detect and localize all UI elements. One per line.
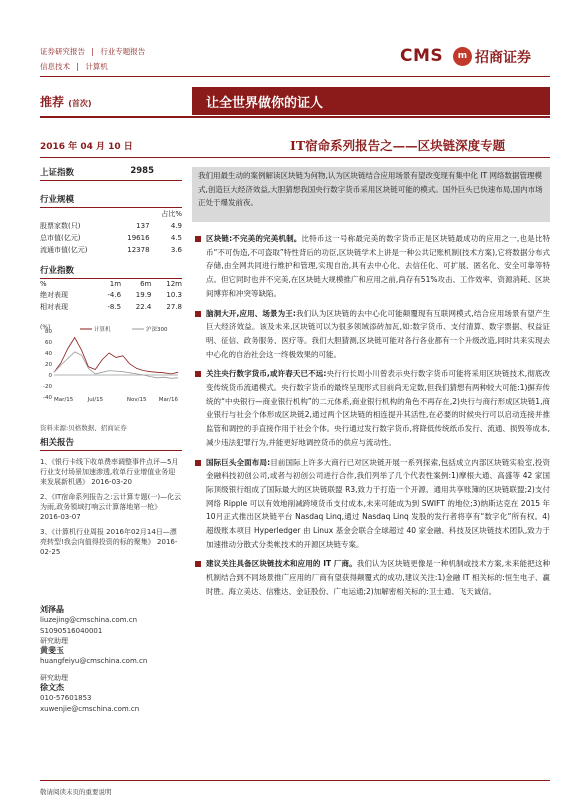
scale-table: [40, 208, 182, 256]
paragraph-lead: 关注央行数字货币,或许春天已不远:: [206, 369, 327, 379]
table-cell: 3.6: [170, 246, 182, 254]
author-email[interactable]: xuwenjie@cmschina.com.cn: [40, 704, 140, 713]
nav-link-computer[interactable]: 计算机: [85, 62, 108, 71]
table-cell: 4.5: [170, 234, 182, 242]
paragraph-text: 目前国际上许多大商行已对区块链开展一系列探索,包括成立内部区块链实验室,投资金融科技初创公司,或者与初创公司进行合作,我们列举了几个代表性案例:1)摩根大通、高盛等 42 家国际顶级银行组成了国际最大的区块链联盟 R3,致力于打造一个开源、通用共享账簿的区块链联盟;2)支付网络 Ripple 可以有效地削减跨境货币支付成本,未来可能成为到 SWIFT 的地位;3)纳斯达克在 2015 年10月正式推出区块链平台 Nasdaq Linq,通过 Nasdaq Linq 发股的发行者将享有“数字化”所有权。4)超级账本项目 Hyperledger 由 Linux 基金会联合全球超过 40 家金融、科技及区块链技术团队,致力于加速推动分散式分类帐技术的开源区块链专案。: [206, 457, 550, 549]
paragraph-text: 我们认为区块链的去中心化可能颠覆现有互联网模式,结合应用场景有望产生巨大经济效益。该及未来,区块链可以为很多领域添砖加瓦,如:数字货币、支付清算、数字票据、权益证明、征信、政务服务、医疗等。我们大胆猜测,区块链可能对各行各业都有一个升级改造,同时共来实现去中心化的自治社会这一终极效果的可能。: [206, 308, 550, 359]
paragraph-lead: 国际巨头全面布局:: [206, 457, 271, 467]
scale-col-header: 占比%: [161, 210, 182, 218]
table-header: %: [40, 280, 47, 288]
table-cell: 绝对表现: [40, 291, 68, 299]
sidebar: [40, 166, 182, 313]
paragraph-lead: 区块链:不完美的完美机制。: [206, 234, 302, 243]
nav-row-2: [40, 59, 149, 74]
table-cell: 股票家数(只): [40, 222, 81, 230]
performance-chart: [40, 323, 182, 407]
nav-sep: |: [91, 47, 94, 56]
author-phone: 010-57601853: [40, 694, 92, 703]
authors: [40, 605, 182, 714]
legend-label: 计算机: [94, 327, 111, 333]
table-header: 1m: [109, 280, 122, 288]
rating-note: (首次): [68, 99, 92, 108]
table-header-row: [40, 279, 182, 289]
author-name: 刘泽晶: [40, 605, 64, 614]
x-tick-label: Mar/15: [54, 397, 74, 403]
body-paragraph: [194, 557, 550, 598]
table-row: [40, 301, 182, 313]
related-report-link[interactable]: [40, 527, 182, 557]
table-row: [40, 232, 182, 244]
index-label: 上证指数: [40, 168, 75, 178]
body-paragraph: [194, 232, 550, 301]
index-table: [40, 279, 182, 313]
index-heading: 行业指数: [40, 264, 182, 279]
series-line-0: [54, 338, 178, 374]
table-cell: -8.5: [107, 303, 122, 311]
author-name: 黄斐玉: [40, 646, 64, 656]
author-email[interactable]: liuzejing@cmschina.com.cn: [40, 616, 138, 625]
author-role: 研究助理: [40, 636, 68, 645]
related-heading: 相关报告: [40, 438, 182, 451]
table-cell: 总市值(亿元): [40, 234, 81, 242]
author-role: 研究助理: [40, 673, 68, 682]
y-tick-label: 20: [45, 362, 52, 368]
divider: [40, 780, 550, 781]
related-report-link[interactable]: [40, 492, 182, 522]
related-reports: [40, 438, 182, 562]
divider: [40, 116, 550, 118]
rating-value: 推荐: [40, 95, 65, 109]
report-title: IT宿命系列报告之——区块链深度专题: [290, 138, 506, 153]
series-line-1: [54, 352, 178, 378]
table-cell: -4.6: [107, 291, 122, 299]
paragraph-lead: 脑洞大开,应用、场景为王:: [206, 308, 296, 318]
nav-sep: |: [76, 62, 79, 71]
author-name: 徐文杰: [40, 683, 64, 693]
chart-source: 资料来源:贝格数据、招商证券: [40, 424, 127, 432]
table-header: 12m: [166, 280, 182, 288]
paragraph-text: 我们认为区块链更像是一种机制或技术方案,未来能把这种机制结合到不同场景推广应用的厂商有望获得颠覆式的成功,建议关注:1)金融 IT 相关标的:恒生电子、赢时胜、海立美达、信雅达、金证股份、广电运通;2)加解密相关标的:卫士通、飞天诚信。: [206, 559, 550, 596]
divider: [40, 76, 550, 77]
paragraph-lead: 建议关注具备区块链技术和应用的 IT 厂商。: [206, 559, 357, 569]
table-cell: 22.4: [135, 303, 152, 311]
nav-link-industry-report[interactable]: 行业专题报告: [100, 47, 146, 56]
nav-row-1: [40, 44, 149, 59]
y-tick-label: 0: [48, 373, 52, 379]
index-value: 2985: [130, 166, 154, 176]
table-cell: 27.8: [166, 303, 182, 311]
divider: [40, 157, 550, 158]
y-tick-label: -40: [43, 395, 52, 401]
table-cell: 12378: [127, 246, 150, 254]
y-tick-label: 40: [45, 351, 52, 357]
author-id: S1090516040001: [40, 626, 103, 635]
table-row: [40, 289, 182, 301]
summary-box: 我们用最生动的案例解读区块链为何物,认为区块链结合应用场景有望改变现有集中化 IT 网络数据管理模式,创造巨大经济效益,大胆猜想我国央行数字货币采用区块链可能的模式。国外巨头已快速布局,国内市场正处于爆发前夜。: [192, 167, 550, 222]
x-tick-label: Nov/15: [126, 397, 147, 403]
index-row: [40, 166, 182, 181]
related-report-title: 3、《计算机行业周报 2016年02月14日—漂亮转型!我会向值得投资的标的聚集》: [40, 528, 177, 546]
paragraph-text: 央行行长周小川曾表示央行数字货币可能将采用区块链技术,彻底改变传统货币流通模式。央行数字货币的最终呈现形式目前尚无定数,但我们猜想有两种较大可能:1)摒弃传统的“中央银行—商业银行机构”的二元体系,商业银行机构的角色不再存在,2)央行与商行形成区块链1,商业银行与社会个体形成区块链2,通过两个区块链的相连提升其活性,在必要的时候央行可以启动连接并推监管和调控的手直接作用于社会个体。央行通过发行数字货币,将降低传统纸币发行、流通、损毁等成本,减少违法犯罪行为,并能更好地调控货币的供应与流动性。: [206, 369, 550, 447]
body-paragraph: [194, 307, 550, 362]
y-axis-label: (%): [40, 324, 51, 331]
table-cell: 相对表现: [40, 303, 68, 311]
related-report-date: 2016-03-20: [91, 478, 132, 486]
table-row: [40, 244, 182, 256]
author-email[interactable]: huangfeiyu@cmschina.com.cn: [40, 657, 148, 666]
related-report-date: 2016-03-07: [40, 513, 81, 521]
x-tick-label: Mar/16: [158, 397, 178, 403]
company-logo: [400, 44, 550, 70]
paragraph-text: 比特币这一号称最完美的数字货币正是区块链最成功的应用之一,也是比特币“不可伪造,不可盗取”特性背后的功臣,区块链学术上讲是一种公共记账机制(技术方案),它将数据分布式存储,由全网共同进行维护和管理,实现自治,具有去中心化、去信任化、可扩展、匿名化、安全可靠等特点。但它同时也并不完美,在区块链大规模推广和应用之前,尚存有51%攻击、工作效率、资源消耗、区块间博弈和冲突等缺陷。: [206, 234, 551, 298]
table-row: [40, 220, 182, 232]
table-cell: 流通市值(亿元): [40, 246, 88, 254]
scale-heading: 行业规模: [40, 193, 182, 208]
related-report-title: 1、《银行卡线下收单费率调整事件点评—5月行业支付场景加速渗透,收单行业增值业务迎来发展新机遇》: [40, 458, 179, 486]
logo-text-cn: 招商证券: [475, 50, 531, 66]
report-body: [194, 232, 550, 605]
report-date: 2016 年 04 月 10 日: [40, 142, 133, 152]
logo-text-en: CMS: [400, 46, 444, 66]
legend-label: 沪深300: [146, 327, 168, 333]
rating: [40, 93, 92, 110]
table-cell: 19616: [127, 234, 150, 242]
table-cell: 137: [136, 222, 150, 230]
table-cell: 10.3: [166, 291, 182, 299]
y-tick-label: -20: [43, 384, 52, 390]
related-report-title: 2、《IT宿命系列报告之:云计算专题(一)—化云为雨,政务領域打响云计算落地第一枪》: [40, 493, 182, 511]
body-paragraph: [194, 456, 550, 552]
banner-title: 让全世界做你的证人: [192, 87, 550, 115]
x-tick-label: Jul/15: [87, 397, 104, 403]
logo-mark-icon: m: [453, 47, 472, 66]
nav-link-report[interactable]: 证券研究报告: [40, 47, 85, 56]
table-cell: 4.9: [170, 222, 182, 230]
y-tick-label: 80: [45, 329, 52, 335]
nav-link-it[interactable]: 信息技术: [40, 62, 70, 71]
related-report-link[interactable]: [40, 457, 182, 487]
table-cell: 19.9: [135, 291, 152, 299]
y-tick-label: 60: [45, 340, 52, 346]
top-nav: [40, 44, 149, 74]
footer-note: 敬请阅读末页的重要说明: [40, 788, 112, 796]
body-paragraph: [194, 367, 550, 449]
table-header: 6m: [140, 280, 152, 288]
related-report-date: 2016-02-25: [40, 538, 178, 556]
